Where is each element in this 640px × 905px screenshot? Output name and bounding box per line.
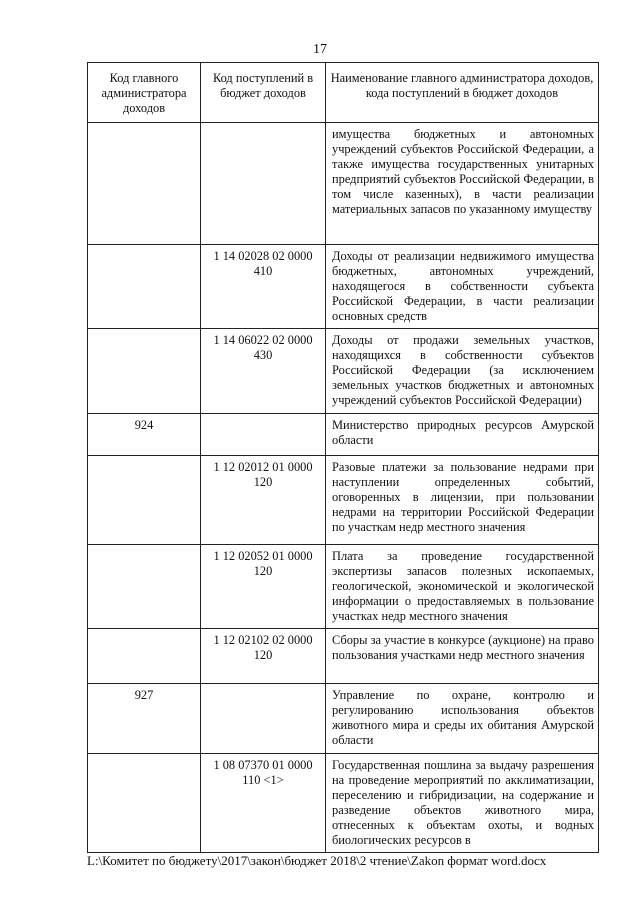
header-admin-code: Код главного администратора доходов xyxy=(88,63,201,123)
admin-code-cell xyxy=(88,329,201,414)
name-cell: Плата за проведение государственной экспертизы запасов полезных ископаемых, геологической, экономической и экологической информации о предоставляемых в пользование участках недр местного значения xyxy=(326,545,599,629)
revenue-code-cell: 1 12 02052 01 0000 120 xyxy=(201,545,326,629)
revenue-code-cell: 1 12 02012 01 0000 120 xyxy=(201,456,326,545)
admin-code-cell: 927 xyxy=(88,684,201,754)
table-row xyxy=(88,629,599,684)
admin-code-cell xyxy=(88,456,201,545)
header-revenue-code: Код поступлений в бюджет доходов xyxy=(201,63,326,123)
revenue-code-cell xyxy=(201,414,326,456)
admin-code-cell xyxy=(88,123,201,245)
table-row xyxy=(88,123,599,245)
name-cell: имущества бюджетных и автономных учреждений субъектов Российской Федерации, а также имущества государственных унитарных предприятий субъектов Российской Федерации, в том числе казенных), в части реализации материальных запасов по указанному имуществу xyxy=(326,123,599,245)
revenue-code-cell: 1 12 02102 02 0000 120 xyxy=(201,629,326,684)
header-name: Наименование главного администратора доходов, кода поступлений в бюджет доходов xyxy=(326,63,599,123)
table-row xyxy=(88,414,599,456)
admin-code-cell xyxy=(88,545,201,629)
table-row xyxy=(88,545,599,629)
name-cell: Сборы за участие в конкурсе (аукционе) на право пользования участками недр местного значения xyxy=(326,629,599,684)
name-cell: Доходы от продажи земельных участков, находящихся в собственности субъектов Российской Федерации (за исключением земельных участков бюджетных и автономных учреждений субъектов Российской Федерации) xyxy=(326,329,599,414)
table-row xyxy=(88,684,599,754)
admin-code-cell xyxy=(88,629,201,684)
revenue-code-cell xyxy=(201,123,326,245)
name-cell: Государственная пошлина за выдачу разрешения на проведение мероприятий по акклиматизации, переселению и гибридизации, на содержание и разведение объектов животного мира, отнесенных к объектам охоты, и водных биологических ресурсов в xyxy=(326,754,599,853)
admin-code-cell xyxy=(88,754,201,853)
revenue-table xyxy=(87,62,599,853)
admin-code-cell: 924 xyxy=(88,414,201,456)
name-cell: Министерство природных ресурсов Амурской области xyxy=(326,414,599,456)
revenue-code-cell xyxy=(201,684,326,754)
footer-file-path: L:\Комитет по бюджету\2017\закон\бюджет 2018\2 чтение\Zakon формат word.docx xyxy=(87,853,547,868)
revenue-code-cell: 1 14 06022 02 0000 430 xyxy=(201,329,326,414)
name-cell: Управление по охране, контролю и регулированию использования объектов животного мира и среды их обитания Амурской области xyxy=(326,684,599,754)
revenue-code-cell: 1 14 02028 02 0000 410 xyxy=(201,245,326,329)
table-row xyxy=(88,245,599,329)
page-number: 17 xyxy=(313,42,327,57)
name-cell: Разовые платежи за пользование недрами при наступлении определенных событий, оговоренных в лицензии, при пользовании недрами на территории Российской Федерации по участкам недр местного значения xyxy=(326,456,599,545)
table-row xyxy=(88,456,599,545)
table-row xyxy=(88,754,599,853)
name-cell: Доходы от реализации недвижимого имущества бюджетных, автономных учреждений, находящегося в собственности субъекта Российской Федерации, в части реализации основных средств xyxy=(326,245,599,329)
table-row xyxy=(88,329,599,414)
table-header-row xyxy=(88,63,599,123)
admin-code-cell xyxy=(88,245,201,329)
revenue-code-cell: 1 08 07370 01 0000 110 <1> xyxy=(201,754,326,853)
